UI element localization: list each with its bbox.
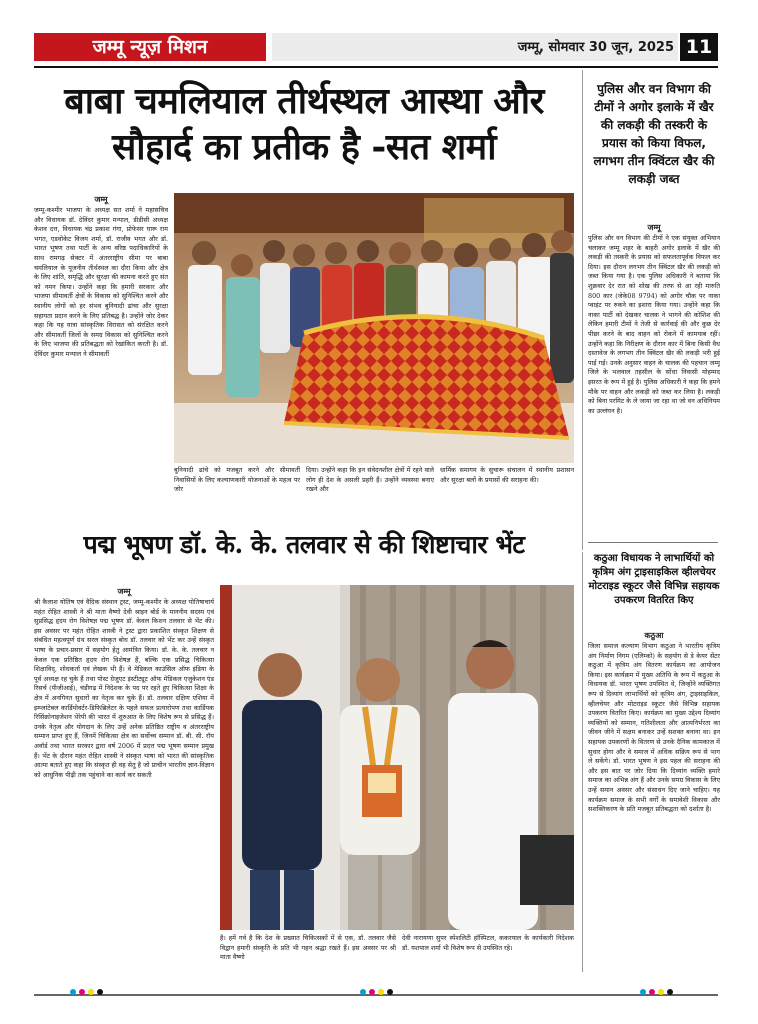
article1-headline-line2: सौहार्द का प्रतीक है -सत शर्मा: [111, 126, 497, 168]
article1-dateline: जम्मू: [94, 195, 108, 204]
registration-dots: [360, 989, 393, 995]
sidebar-rule: [588, 542, 718, 543]
column-divider: [582, 70, 583, 550]
article2-dateline: जम्मू: [117, 587, 131, 596]
article2-column3: देवी नारायणा सुपर स्पेशलिटी हॉस्पिटल, ककरयाल के कार्यकारी निदेशक डॉ. यशपाल शर्मा भी विशेष रूप से उपस्थित रहे।: [402, 934, 574, 952]
article1-photo: [174, 193, 574, 463]
registration-dots: [70, 989, 103, 995]
registration-dots: [640, 989, 673, 995]
page-number: 11: [680, 33, 718, 61]
article1-headline-line1: बाबा चमलियाल तीर्थस्थल आस्था और: [64, 80, 544, 122]
sidebar1-body: पुलिस और वन विभाग की टीमों ने एक संयुक्त अभियान चलाकर जम्मू शहर के बाहरी अगोर इलाके में खैर की लकड़ी की तस्करी के प्रयास को सफलतापूर्वक विफल कर दिया। इस दौरान लगभग तीन क्विंटल खैर की लकड़ी को जब्त किया गया है। एक पुलिस अधिकारी ने बताया कि शुक्रवार देर रात को शोख की तरफ से आ रही मारुति 800 कार (जेके08 9794) को अगोर चौक पर नाका प्वाइंट पर रुकने का इशारा किया गया। उन्होंने कहा कि नाका पार्टी को देखकर चालक ने भागने की कोशिश की लेकिन हमारी टीमों ने तेजी से कार्रवाई की और कुछ देर पीछा करने के बाद वाहन को रोकने में कामयाब रहीं। उन्होंने कहा कि निरीक्षण के दौरान कार में बिना किसी वैध दस्तावेज के लगभग तीन क्विंटल खैर की लकड़ी भरी हुई पाई गई। उनके अनुसार वाहन के चालक की पहचान जम्मू जिले के भलवाल तहसील के सोंधा निवासी मोहम्मद इसरत के रूप में हुई है। पुलिस अधिकारी ने कहा कि हमने मौके पर वाहन और लकड़ी को जब्त कर लिया है। लकड़ी को बिना परमिट के ले जाया जा रहा था जो वन अधिनियम का उल्लंघन है।: [588, 234, 720, 415]
article2-column1: श्री कैलाश योतिष एवं वैदिक संस्थान ट्रस्ट, जम्मू-कश्मीर के अध्यक्ष योतिषाचार्य महंत रोहित शास्त्री ने श्री माता वैष्णो देवी श्राइन बोर्ड के माननीय सदस्य एवं सुप्रसिद्ध हृदय रोग विशेषज्ञ पद्म भूषण डॉ. केवल किशन तलवार से भेंट की। इस अवसर पर महंत रोहित शास्त्री ने ट्रस्ट द्वारा प्रकाशित संस्कृत शिक्षण से संबंधित महत्वपूर्ण ग्रंथ सरल संस्कृत बोध डॉ. तलवार को भेंट कर उन्हें संस्कृत भाषा के प्रचार-प्रसार में सहयोग हेतु आमंत्रित किया। डॉ. के. के. तलवार न केवल एक प्रतिष्ठित हृदय रोग विशेषज्ञ हैं, बल्कि एक प्रसिद्ध चिकित्सा शिक्षाविद्, शोधकर्ता एवं लेखक भी हैं। वे मेडिकल काउंसिल ऑफ इंडिया के पूर्व अध्यक्ष रह चुके हैं तथा पोस्ट ग्रेजुएट इंस्टीट्यूट ऑफ मेडिकल एजुकेशन एंड रिसर्च (पीजीआई), चंडीगढ़ में निदेशक के पद पर रहते हुए चिकित्सा शिक्षा के क्षेत्र में अनगिनत सुधारों का नेतृत्व कर चुके हैं। डॉ. तलवार दक्षिण एशिया में इम्प्लांटेबल कार्डियोवर्टर-डिफिब्रिलेटर के पहले सफल प्रत्यारोपण तथा कार्डियक रिसिंक्रोनाइजेशन थेरेपी की भारत में शुरुआत के लिए विशेष रूप से प्रसिद्ध हैं। उनके नेतृत्व और योगदान के लिए उन्हें अनेक प्रतिष्ठित राष्ट्रीय व अंतरराष्ट्रीय सम्मान प्राप्त हुए हैं, जिनमें चिकित्सा क्षेत्र का सर्वोच्च सम्मान डॉ. बी. सी. रॉय अवॉर्ड तथा भारत सरकार द्वारा वर्ष 2006 में प्रदत्त पद्म भूषण सम्मान प्रमुख हैं। भेंट के दौरान महंत रोहित शास्त्री ने संस्कृत भाषा को भारत की सांस्कृतिक आत्मा बताते हुए कहा कि संस्कृत ही वह सेतु है जो प्राचीन भारतीय ज्ञान-विज्ञान को आधुनिक पीढ़ी तक पहुंचाने का कार्य कर सकती: [34, 598, 214, 779]
sidebar1-dateline: जम्मू: [647, 223, 661, 232]
article1-column4: धार्मिक समागम के सुचारू संचालन में स्थानीय प्रशासन और सुरक्षा बलों के प्रयासों की सराहना की।: [440, 466, 574, 484]
article1-column1: जम्मू-कश्मीर भाजपा के अध्यक्ष सत शर्मा ने महासचिव और विधायक डॉ. देविंदर कुमार मन्याल, डीडीसी अध्यक्ष केशव दत्त, विधायक चंद्र प्रकाश गंगा, प्रोफेसर घारू राम भगत, एडवोकेट विजय शर्मा, डॉ. राजीव भगत और डॉ. भारत भूषण तथा पार्टी के अन्य वरिष्ठ पदाधिकारियों के साथ रामगढ़ सेक्टर में अंतरराष्ट्रीय सीमा पर बाबा चमलियाल के पूजनीय तीर्थस्थल का दौरा किया और क्षेत्र के लिए शांति, समृद्धि और सुरक्षा की कामना करते हुए संत को नमन किया। उन्होंने कहा कि हमारी सरकार और भाजपा सीमावर्ती क्षेत्रों के विकास को सुनिश्चित करने और स्थानीय लोगों को हर संभव बुनियादी ढांचा और सुरक्षा सहायता प्रदान करने के लिए प्रतिबद्ध है। उन्होंने जोर देकर कहा कि यह यात्रा सांस्कृतिक विरासत को संरक्षित करने और सीमावर्ती जिलों के समग्र विकास को सुनिश्चित करने के लिए भाजपा की प्रतिबद्धता को रेखांकित करती है। डॉ. देविंदर कुमार मन्याल ने सीमावर्ती: [34, 206, 168, 358]
issue-date: जम्मू, सोमवार 30 जून, 2025: [517, 40, 674, 55]
sidebar2-headline: कठुआ विधायक ने लाभार्थियों को कृत्रिम अंग ट्राइसाइकिल व्हीलचेयर मोटराइड स्कूटर जैसे विभिन्न सहायक उपकरण वितरित किए: [588, 553, 720, 606]
article2-headline: पद्म भूषण डॉ. के. के. तलवार से की शिष्टाचार भेंट: [83, 530, 525, 559]
column-divider: [582, 552, 583, 972]
shrine-group-photo: [174, 193, 574, 463]
sidebar2-dateline: कठुआ: [644, 631, 664, 640]
article1-column3: दिया। उन्होंने कहा कि इन संवेदनशील क्षेत्रों में रहने वाले लोग ही देश के असली प्रहरी हैं। उन्होंने व्यवस्था बनाए रखने और: [306, 466, 434, 494]
newspaper-masthead: जम्मू न्यूज़ मिशन: [34, 33, 266, 61]
article2-column2: है। हमें गर्व है कि देश के प्रख्यात चिकित्सकों में से एक, डॉ. तलवार जैसे विद्वान हमारी संस्कृति के प्रति भी गहन श्रद्धा रखते हैं। इस अवसर पर श्री माता वैष्णो: [220, 934, 396, 962]
sidebar2-body: जिला समाज कल्याण विभाग कठुआ ने भारतीय कृत्रिम अंग निर्माण निगम (एलिम्को) के सहयोग से डे केयर सेंटर कठुआ में कृत्रिम अंग वितरण कार्यक्रम का आयोजन किया। इस कार्यक्रम में मुख्य अतिथि के रूप में कठुआ के विधायक डॉ. भारत भूषण उपस्थित थे, जिन्होंने व्यक्तिगत रूप से दिव्यांग लाभार्थियों को कृत्रिम अंग, ट्राइसाइकिल, व्हीलचेयर और मोटराइड स्कूटर जैसे विभिन्न सहायक उपकरण वितरित किए। कार्यक्रम का मुख्य उद्देश्य दिव्यांग व्यक्तियों को सम्मान, गतिशीलता और आत्मनिर्भरता का जीवन जीने में सक्षम बनाकर उन्हें सशक्त बनाना था। इन सहायक उपकरणों के वितरण से उनके दैनिक कामकाज में सुधार होगा और वे समाज में अधिक सक्रिय रूप से भाग ले सकेंगे। डॉ. भारत भूषण ने इस पहल की सराहना की और इस बात पर जोर दिया कि दिव्यांग व्यक्ति हमारे समाज का अभिन्न अंग हैं और उनके समग्र विकास के लिए उन्हें समान अवसर और संसाधन दिए जाने चाहिए। यह कार्यक्रम समाज के सभी वर्गों के समावेशी विकास और सशक्तिकरण के प्रति मजबूत प्रतिबद्धता को दर्शाता है।: [588, 642, 720, 814]
article1-column2: बुनियादी ढांचे को मजबूत करने और सीमावर्ती निवासियों के लिए कल्याणकारी योजनाओं के महत्व पर जोर: [174, 466, 300, 494]
sidebar1-headline: पुलिस और वन विभाग की टीमों ने अगोर इलाके में खैर की लकड़ी की तस्करी के प्रयास को किया विफल, लगभग तीन क्विंटल खैर की लकड़ी जब्त: [593, 82, 715, 186]
article1-headline: [34, 78, 574, 170]
masthead-rule: [34, 66, 718, 68]
article2-photo: [220, 585, 574, 930]
meeting-photo: [220, 585, 574, 930]
